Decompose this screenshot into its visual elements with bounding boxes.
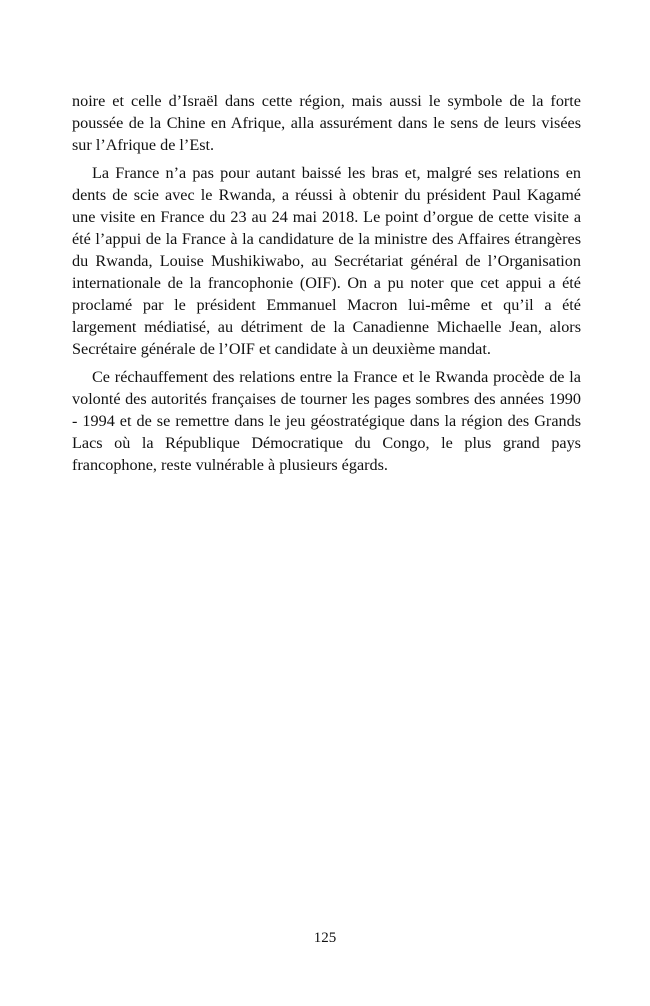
paragraph-france-rwanda-visit: La France n’a pas pour autant baissé les bras et, malgré ses relations en dents de scie avec le Rwanda, a réussi à obtenir du président Paul Kagamé une visite en France du 23 au 24 mai 2018. Le point d’orgue de cette visite a été l’appui de la France à la candidature de la ministre des Affaires étrangères du Rwanda, Louise Mushikiwabo, au Secrétariat général de l’Organisation internationale de la francophonie (OIF). On a pu noter que cet appui a été proclamé par le président Emmanuel Macron lui-même et qu’il a été largement médiatisé, au détriment de la Canadienne Michaelle Jean, alors Secrétaire générale de l’OIF et candidate à un deuxième mandat. [72, 164, 581, 358]
paragraph-rechauffement: Ce réchauffement des relations entre la France et le Rwanda procède de la volonté des autorités françaises de tourner les pages sombres des années 1990 - 1994 et de se remettre dans le jeu géostratégique dans la région des Grands Lacs où la République Démocratique du Congo, le plus grand pays francophone, reste vulnérable à plusieurs égards. [72, 368, 581, 474]
paragraph-continuation: noire et celle d’Israël dans cette région, mais aussi le symbole de la forte poussée de la Chine en Afrique, alla assurément dans le sens de leurs visées sur l’Afrique de l’Est. [72, 92, 581, 154]
body-text [72, 90, 581, 482]
page-number: 125 [313, 930, 337, 946]
